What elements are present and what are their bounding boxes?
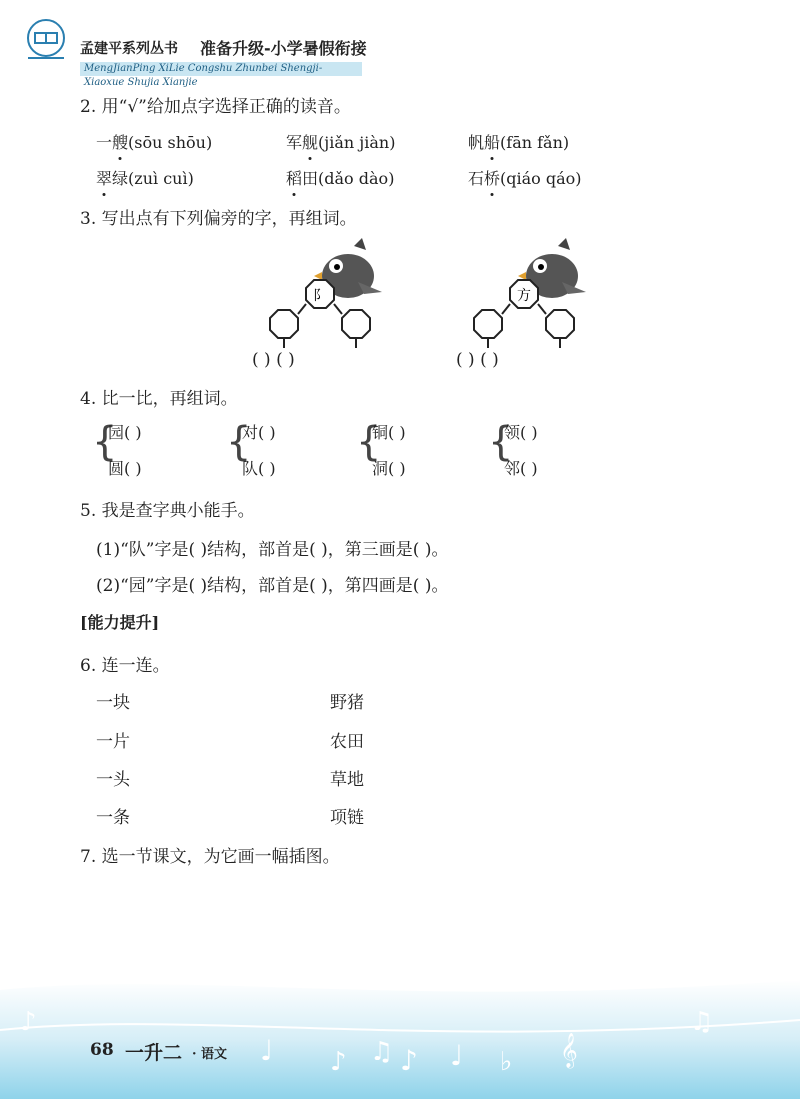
radical-label: 方 <box>517 288 531 304</box>
pinyin-options: (fān fǎn) <box>500 133 570 152</box>
pinyin-options: (qiáo qáo) <box>500 169 582 188</box>
compare-item: 圆( ) <box>108 459 142 478</box>
radical-blanks: ( ) ( ) <box>456 350 499 370</box>
book-title: 准备升级-小学暑假衔接 <box>200 39 367 58</box>
brace: { <box>92 419 118 465</box>
item-text: 军 <box>286 133 303 152</box>
q4-title: 4. 比一比，再组词。 <box>80 389 238 409</box>
footer-wave <box>0 960 800 1099</box>
item-text: 田 <box>302 169 319 188</box>
q7-title: 7. 选一节课文，为它画一幅插图。 <box>80 847 340 867</box>
match-right-item: 农田 <box>330 732 364 752</box>
match-left-item: 一头 <box>96 770 130 790</box>
subject-label: · 语文 <box>192 1047 228 1062</box>
svg-text:♫: ♫ <box>690 1007 714 1037</box>
dotted-char: 艘 <box>112 130 128 153</box>
svg-text:♩: ♩ <box>260 1034 274 1067</box>
match-right-item: 草地 <box>330 770 364 790</box>
q5-title: 5. 我是查字典小能手。 <box>80 501 255 521</box>
radical-diagram <box>462 236 602 348</box>
item-text: 一 <box>96 133 113 152</box>
header-pinyin: MengJianPing XiLie Congshu Zhunbei Shengji-Xiaoxue Shujia Xianjie <box>80 62 362 76</box>
q3-title: 3. 写出点有下列偏旁的字，再组词。 <box>80 209 357 229</box>
svg-text:♩: ♩ <box>450 1039 464 1072</box>
compare-item: 铜( ) <box>372 423 406 442</box>
radical-label: 阝 <box>313 288 327 304</box>
compare-item: 洞( ) <box>372 459 406 478</box>
pinyin-options: (sōu shōu) <box>128 133 213 152</box>
radical-diagram <box>258 236 398 348</box>
match-left-item: 一片 <box>96 732 130 752</box>
compare-item: 园( ) <box>108 423 142 442</box>
grade-label: 一升二 <box>125 1042 183 1064</box>
dotted-char: 船 <box>484 130 500 153</box>
q2-item <box>468 130 569 153</box>
q5-line: (2)“园”字是( )结构，部首是( )，第四画是( )。 <box>96 576 449 596</box>
svg-text:♫: ♫ <box>370 1037 394 1067</box>
dotted-char: 翠 <box>96 166 112 189</box>
brace: { <box>226 419 252 465</box>
item-text: 绿 <box>112 169 129 188</box>
q2-item <box>96 130 212 153</box>
q2-item <box>96 166 194 189</box>
svg-text:♪: ♪ <box>330 1047 347 1077</box>
match-left-item: 一块 <box>96 693 130 713</box>
section-tag: [能力提升] <box>80 613 160 632</box>
match-right-item: 项链 <box>330 808 364 828</box>
pinyin-options: (dǎo dào) <box>318 169 395 188</box>
svg-text:♪: ♪ <box>400 1044 418 1077</box>
compare-item: 对( ) <box>242 423 276 442</box>
radical-blanks: ( ) ( ) <box>252 350 295 370</box>
publisher-logo <box>22 18 70 62</box>
q2-item <box>286 130 395 153</box>
svg-text:♭: ♭ <box>500 1047 513 1077</box>
svg-text:𝄞: 𝄞 <box>560 1033 578 1068</box>
pinyin-options: (jiǎn jiàn) <box>318 133 396 152</box>
dotted-char: 桥 <box>484 166 500 189</box>
match-right-item: 野猪 <box>330 693 364 713</box>
pinyin-options: (zuì cuì) <box>128 169 194 188</box>
compare-item: 领( ) <box>504 423 538 442</box>
q2-title: 2. 用“√”给加点字选择正确的读音。 <box>80 97 351 117</box>
item-text: 帆 <box>468 133 485 152</box>
brace: { <box>488 419 514 465</box>
item-text: 石 <box>468 169 485 188</box>
match-left-item: 一条 <box>96 808 130 828</box>
q2-item <box>286 166 394 189</box>
q5-line: (1)“队”字是( )结构，部首是( )，第三画是( )。 <box>96 540 449 560</box>
dotted-char: 舰 <box>302 130 318 153</box>
q2-item <box>468 166 582 189</box>
compare-item: 邻( ) <box>504 459 538 478</box>
q6-title: 6. 连一连。 <box>80 656 170 676</box>
series-name: 孟建平系列丛书 <box>80 41 178 57</box>
compare-item: 队( ) <box>242 459 276 478</box>
dotted-char: 稻 <box>286 166 302 189</box>
svg-text:♪: ♪ <box>20 1007 37 1037</box>
brace: { <box>356 419 382 465</box>
page-number: 68 <box>90 1040 114 1060</box>
